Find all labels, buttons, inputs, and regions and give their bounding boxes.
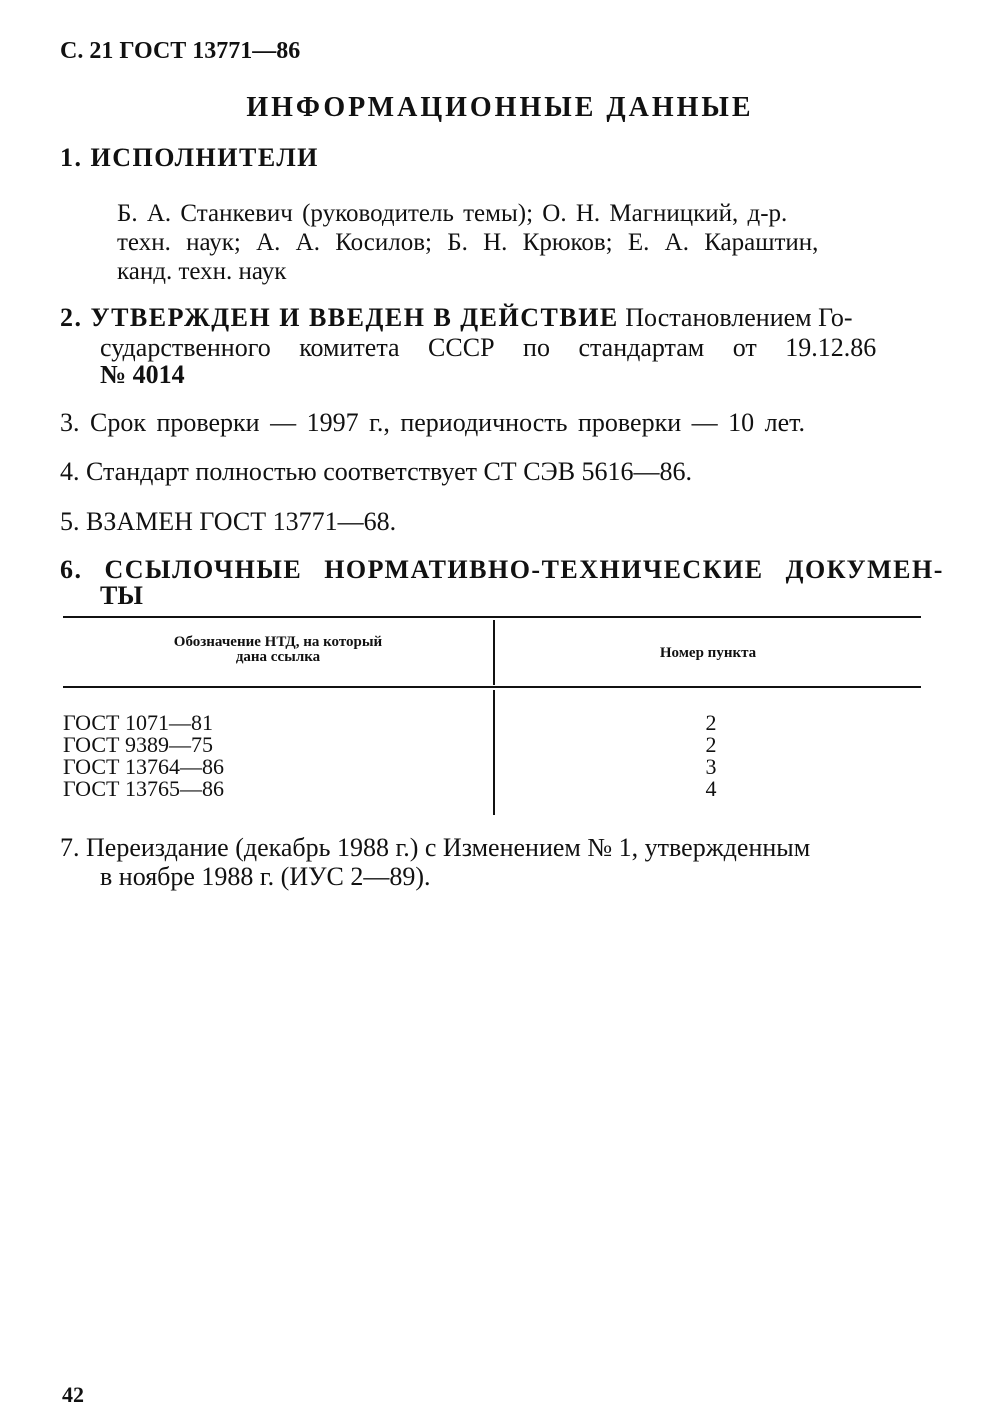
table-header-rule — [63, 686, 921, 688]
table-cell-item: 2 — [705, 710, 717, 735]
section-4: 4. Стандарт полностью соответствует СТ СЭВ 5616—86. — [60, 457, 693, 486]
table-cell-item: 4 — [705, 776, 717, 801]
table-cell-doc: ГОСТ 1071—81 — [63, 710, 213, 735]
section-1-heading: 1. ИСПОЛНИТЕЛИ — [60, 143, 319, 172]
section-1-line-2: техн. наук; А. А. Косилов; Б. Н. Крюков; Е. А. Караштин, — [117, 229, 819, 256]
section-6-line-2: ТЫ — [100, 581, 143, 610]
table-cell-item: 3 — [705, 754, 717, 779]
page-header: С. 21 ГОСТ 13771—86 — [60, 38, 301, 64]
section-7-line-2: в ноябре 1988 г. (ИУС 2—89). — [100, 862, 431, 891]
table-cell-item: 2 — [705, 732, 717, 757]
table-col1-header-line-1: Обозначение НТД, на который — [173, 634, 383, 650]
table-cell-doc: ГОСТ 13765—86 — [63, 776, 224, 801]
section-1-line-1: Б. А. Станкевич (руководитель темы); О. Н. Магницкий, д-р. — [117, 200, 788, 227]
section-2-line-1 — [60, 303, 853, 333]
table-top-rule — [63, 616, 921, 618]
page-number: 42 — [62, 1382, 84, 1407]
table-body-divider — [493, 690, 495, 815]
section-6-line-1: 6. ССЫЛОЧНЫЕ НОРМАТИВНО-ТЕХНИЧЕСКИЕ ДОКУМЕН- — [60, 555, 944, 584]
section-7-line-1: 7. Переиздание (декабрь 1988 г.) с Изменением № 1, утвержденным — [60, 833, 811, 862]
section-2-rest-text: Постановлением Го- — [625, 303, 853, 332]
table-col1-header-line-2: дана ссылка — [235, 649, 321, 665]
section-2-line-2: сударственного комитета СССР по стандартам от 19.12.86 — [100, 333, 877, 362]
table-cell-doc: ГОСТ 13764—86 — [63, 754, 224, 779]
table-col1-header — [63, 635, 493, 665]
section-5: 5. ВЗАМЕН ГОСТ 13771—68. — [60, 507, 397, 536]
section-2-bold-text: 2. УТВЕРЖДЕН И ВВЕДЕН В ДЕЙСТВИЕ — [60, 303, 619, 332]
section-2-line-3: № 4014 — [100, 360, 185, 389]
page-title: ИНФОРМАЦИОННЫЕ ДАННЫЕ — [246, 92, 754, 123]
table-cell-doc: ГОСТ 9389—75 — [63, 732, 213, 757]
table-col2-header: Номер пункта — [659, 645, 757, 661]
section-3: 3. Срок проверки — 1997 г., периодичность проверки — 10 лет. — [60, 408, 806, 437]
section-1-line-3: канд. техн. наук — [117, 258, 287, 285]
